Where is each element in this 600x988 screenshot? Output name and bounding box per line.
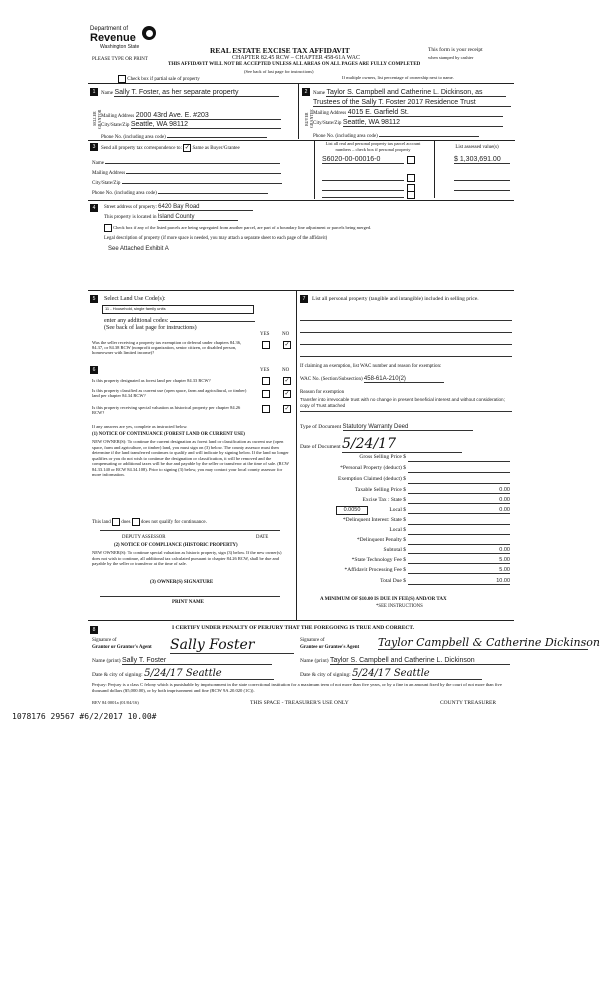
personal-property-field-3[interactable] — [300, 344, 512, 345]
qualify-label: qualify for continuance. — [158, 520, 207, 526]
grantor-signature[interactable]: Sally Foster — [170, 637, 294, 654]
section-5-badge: 5 — [90, 295, 98, 303]
minimum-due-note: A MINIMUM OF $10.00 IS DUE IN FEE(S) AND/OR TAX — [320, 597, 447, 602]
does-checkbox[interactable] — [112, 518, 120, 526]
personal-prop-label: *Personal Property (deduct) $ — [340, 465, 406, 471]
additional-codes-label: enter any additional codes: — [104, 318, 169, 324]
form-subtitle: CHAPTER 82.45 RCW – CHAPTER 458-61A WAC — [232, 55, 360, 61]
s6-question-2: Is this property classified as current use (open space, farm and agricultural, or timber) land per chapter 84.34 RCW? — [92, 388, 247, 399]
legal-description[interactable]: See Attached Exhibit A — [108, 246, 169, 252]
reason-label: Reason for exemption — [300, 390, 345, 395]
additional-codes-row — [104, 315, 255, 324]
doc-date-field[interactable]: 5/24/17 — [342, 436, 462, 453]
seller-buyer-divider — [298, 83, 299, 139]
located-label: This property is located in — [104, 215, 157, 220]
parcel-personal-checkbox-4[interactable] — [407, 191, 415, 199]
grantor-date-field[interactable]: 5/24/17 Seattle — [144, 668, 274, 680]
form-warning: THIS AFFIDAVIT WILL NOT BE ACCEPTED UNLESS ALL AREAS ON ALL PAGES ARE FULLY COMPLETED — [168, 62, 421, 67]
section-7-badge: 7 — [300, 295, 308, 303]
does-not-checkbox[interactable] — [132, 518, 140, 526]
exemption-label: If claiming an exemption, list WAC number and reason for exemption: — [300, 364, 442, 369]
grantee-date-row — [300, 668, 482, 680]
corr-city-label: City/State/Zip — [92, 181, 121, 186]
reason-field[interactable]: Transfer into irrevocable trust with no change in present beneficial interest and without consideration; copy of Trust attached — [300, 397, 505, 408]
assessed-value-2[interactable] — [454, 174, 510, 181]
s6-q1-yes[interactable] — [262, 377, 270, 385]
owner-sig-label: (3) OWNER(S) SIGNATURE — [150, 580, 214, 585]
segregated-checkbox[interactable] — [104, 224, 112, 232]
assessed-value[interactable]: $ 1,303,691.00 — [454, 156, 510, 164]
exemption-claimed-label: Exemption Claimed (deduct) $ — [338, 476, 406, 482]
receipt-stamp: 1078176 29567 #6/2/2017 10.00# — [12, 712, 157, 721]
multiple-owners-note: If multiple owners, list percentage of ownership next to name. — [342, 75, 454, 80]
land-use-label: Select Land Use Code(s): — [104, 296, 166, 302]
located-field[interactable]: Island County — [158, 214, 238, 221]
corr-phone-field[interactable] — [158, 188, 268, 194]
subtotal-label: Subtotal $ — [383, 547, 406, 553]
seller-phone-field[interactable] — [167, 131, 267, 138]
notice1-title: (1) NOTICE OF CONTINUANCE (FOREST LAND OR CURRENT USE) — [92, 432, 245, 437]
section-1-badge: 1 — [90, 88, 98, 96]
seller-city-label: City/State/Zip — [101, 123, 130, 128]
corr-mailing-row — [92, 168, 281, 176]
parcel-number-4[interactable] — [322, 193, 404, 198]
parcel-personal-checkbox-1[interactable] — [407, 156, 415, 164]
land-use-value: 11 - Household, single family units — [105, 306, 166, 311]
notice2-body: NEW OWNER(S): To continue special valuation as historic property, sign (3) below. If the new owner(s) does not wish to continue, all additional tax calculated pursuant to chapter 84.26 RCW, shall be due and payable by the seller or transferor at the time of sale. — [92, 550, 282, 566]
this-land-row — [92, 518, 207, 526]
seller-mailing-label: Mailing Address — [101, 114, 135, 119]
buyer-name-line2[interactable]: Trustees of the Sally T. Foster 2017 Residence Trust — [313, 99, 511, 107]
s6-q2-yes[interactable] — [262, 390, 270, 398]
parcel-number-2[interactable] — [322, 174, 404, 181]
grantor-name-row — [92, 657, 272, 665]
certify-statement: I CERTIFY UNDER PENALTY OF PERJURY THAT THE FOREGOING IS TRUE AND CORRECT. — [172, 625, 415, 631]
assessed-value-3[interactable] — [454, 184, 510, 191]
grantee-date-field[interactable]: 5/24/17 Seattle — [352, 668, 482, 680]
grantee-sig-label-2: Grantee or Grantee's Agent — [300, 645, 360, 650]
seller-city-field[interactable]: Seattle, WA 98112 — [131, 121, 281, 129]
county-treasurer-label: COUNTY TREASURER — [440, 700, 497, 706]
dept-line2: Revenue — [90, 32, 136, 44]
buyer-mailing-row — [313, 109, 513, 117]
corr-city-field[interactable] — [122, 178, 282, 184]
receipt-note-1: This form is your receipt — [428, 47, 483, 53]
buyer-phone-row — [313, 130, 513, 139]
s6-no-header: NO — [282, 368, 290, 373]
s6-question-3: Is this property receiving special valuation as historical property per chapter 84.26 RCW? — [92, 405, 241, 416]
grantor-date-row — [92, 668, 274, 680]
seller-side-label: SELLER GRANTOR — [92, 109, 102, 129]
delinq-interest-field[interactable] — [408, 518, 510, 525]
personal-property-field-1[interactable] — [300, 320, 512, 321]
section-4-badge: 4 — [90, 204, 98, 212]
additional-codes-field[interactable] — [170, 315, 255, 322]
local-tax-label: Local $ — [389, 507, 406, 513]
send-correspondence-row — [101, 144, 240, 152]
located-row — [104, 214, 238, 221]
buyer-name-field[interactable]: Taylor S. Campbell and Catherine L. Dickinson, as — [326, 89, 506, 97]
s6-q3-no[interactable]: ✓ — [284, 406, 290, 412]
type-or-print: PLEASE TYPE OR PRINT — [92, 57, 148, 62]
form-title: REAL ESTATE EXCISE TAX AFFIDAVIT — [210, 46, 350, 55]
tech-fee-field[interactable]: 5.00 — [408, 557, 510, 564]
buyer-side-label: BUYER GRANTEE — [304, 109, 314, 129]
corr-name-row — [92, 158, 280, 166]
this-land-label: This land — [92, 520, 111, 526]
deputy-label: DEPUTY ASSESSOR — [122, 535, 166, 540]
s6-q1-no[interactable]: ✓ — [284, 378, 290, 384]
see-back: (See back of last page for instructions) — [244, 69, 314, 74]
s6-question-1: Is this property designated as forest land per chapter 84.33 RCW? — [92, 378, 211, 383]
s6-q3-yes[interactable] — [262, 405, 270, 413]
parcel-number[interactable]: S6020-00-00016-0 — [322, 156, 404, 164]
delinq-penalty-label: *Delinquent Penalty $ — [356, 537, 406, 543]
logo-mark-inner — [146, 30, 153, 37]
grantee-name-field[interactable]: Taylor S. Campbell and Catherine L. Dickinson — [330, 657, 510, 665]
doc-type-field[interactable]: Statutory Warranty Deed — [343, 424, 473, 431]
dept-line1: Department of — [90, 26, 129, 32]
rev-number: REV 84 0001a (01/04/16) — [92, 700, 139, 705]
lower-divider — [296, 290, 297, 620]
partial-sale-row — [118, 75, 200, 83]
buyer-name-label: Name — [313, 91, 325, 96]
personal-property-field-4[interactable] — [300, 356, 512, 357]
s5-yes-header: YES — [260, 332, 270, 337]
corr-name-field[interactable] — [105, 158, 280, 164]
notice1-body: NEW OWNER(S): To continue the current designation as forest land or classification as current use (open space, farm and agriculture, or timber) land, you must sign on (3) below. The county assessor must then determine if the land transferred continues to qualify and will indicate by signing below. If the land no longer qualifies or you do not wish to continue the designation or classification, it will be removed and the compensating or additional taxes will be due and payable by the seller or transferor at the time of sale. (RCW 84.33.140 or RCW 84.34.108). Prior to signing (3) below, you may contact your local county assessor for more information. — [92, 439, 289, 477]
seller-name-row — [101, 89, 293, 97]
dept-line3: Washington State — [100, 44, 140, 50]
buyer-phone-label: Phone No. (including area code) — [313, 134, 378, 139]
street-row — [104, 204, 253, 211]
doc-type-row — [300, 424, 473, 431]
buyer-phone-field[interactable] — [379, 130, 479, 137]
receipt-note-2: when stamped by cashier — [428, 55, 474, 60]
local2-label: Local $ — [389, 527, 406, 533]
buyer-city-label: City/State/Zip — [313, 121, 342, 126]
grantor-sig-label-1: Signature of — [92, 638, 117, 643]
buyer-city-row — [313, 119, 513, 127]
street-field[interactable]: 6420 Bay Road — [158, 204, 253, 211]
parcel-personal-checkbox-2[interactable] — [407, 174, 415, 182]
taxable-label: Taxable Selling Price $ — [354, 487, 406, 493]
dor-logo — [90, 26, 160, 54]
corr-mailing-field[interactable] — [126, 168, 281, 174]
grantor-name-field[interactable]: Sally T. Foster — [122, 657, 272, 665]
doc-date-label: Date of Document — [300, 444, 341, 450]
send-correspondence-label: Send all property tax correspondence to: — [101, 146, 182, 152]
proc-fee-label: *Affidavit Processing Fee $ — [344, 567, 406, 573]
section-3-badge: 3 — [90, 143, 98, 151]
section-4-top-rule — [88, 200, 514, 201]
reason-underline — [300, 411, 512, 412]
lower-top-rule — [88, 290, 514, 291]
seller-name-field[interactable]: Sally T. Foster, as her separate property — [114, 89, 279, 97]
state-tax-field[interactable]: 0.00 — [408, 497, 510, 504]
personal-property-field-2[interactable] — [300, 332, 512, 333]
personal-prop-field[interactable] — [408, 466, 510, 473]
delinq-penalty-field[interactable] — [408, 538, 510, 545]
s5-see-back: (See back of last page for instructions) — [104, 325, 197, 331]
s6-q2-no[interactable]: ✓ — [284, 391, 290, 397]
buyer-mailing-label: Mailing Address — [313, 111, 347, 116]
grantee-sig-label-1: Signature of — [300, 638, 325, 643]
land-use-select[interactable] — [102, 305, 254, 314]
grantor-sig-label-2: Grantor or Grantor's Agent — [92, 645, 152, 650]
proc-fee-field[interactable]: 5.00 — [408, 567, 510, 574]
taxable-field[interactable]: 0.00 — [408, 487, 510, 494]
wac-row — [300, 376, 444, 383]
corr-phone-row — [92, 188, 268, 196]
grantee-signature[interactable]: Taylor Campbell & Catherine Dickinson — [378, 636, 600, 649]
assessed-header: List assessed value(s) — [455, 145, 499, 150]
deputy-line[interactable] — [100, 530, 280, 531]
subtotal-field[interactable]: 0.00 — [408, 547, 510, 554]
parcel-table-divider — [434, 140, 435, 198]
tech-fee-label: *State Technology Fee $ — [351, 557, 406, 563]
owner-sig-line[interactable] — [100, 596, 280, 597]
total-due-field[interactable]: 10.00 — [408, 578, 510, 585]
local-tax-field[interactable]: 0.00 — [408, 507, 510, 514]
grantee-date-label: Date & city of signing: — [300, 672, 351, 678]
grantor-date-label: Date & city of signing: — [92, 672, 143, 678]
doc-type-label: Type of Document — [300, 424, 342, 430]
delinq-interest-label: *Delinquent Interest: State $ — [342, 517, 406, 523]
s5-q1-yes[interactable] — [262, 341, 270, 349]
exemption-claimed-field[interactable] — [408, 477, 510, 484]
total-due-label: Total Due $ — [380, 578, 406, 584]
grantee-name-row — [300, 657, 510, 665]
doc-date-row — [300, 436, 462, 453]
wac-label: WAC No. (Section/Subsection) — [300, 377, 363, 382]
print-name-label: PRINT NAME — [172, 600, 204, 605]
perjury-notice: Perjury: Perjury is a class C felony which is punishable by imprisonment in the state correctional institution for a maximum term of not more than five years, or by a fine in an amount fixed by the court of not more than five thousand dollars ($5,000.00), or by both imprisonment and fine (RCW 9A.20.020 (1C)). — [92, 682, 502, 693]
seller-mailing-row — [101, 112, 293, 120]
section-6-badge: 6 — [90, 366, 98, 374]
s5-question-1: Was the seller receiving a property tax exemption or deferral under chapters 84.36, 84.37, or 84.38 RCW (nonprofit organization, senior citizen, or disabled person, homeowner with limited income)? — [92, 340, 242, 356]
gross-field[interactable] — [408, 455, 510, 462]
see-instructions-note: *SEE INSTRUCTIONS — [376, 604, 423, 609]
grantee-name-label: Name (print) — [300, 658, 329, 664]
state-tax-label: Excise Tax : State $ — [362, 497, 406, 503]
buyer-city-field[interactable]: Seattle, WA 98112 — [343, 119, 503, 127]
partial-sale-checkbox[interactable] — [118, 75, 126, 83]
s6-if-yes: If any answers are yes, complete as instructed below. — [92, 424, 188, 429]
street-label: Street address of property: — [104, 205, 157, 210]
legal-label: Legal description of property (if more space is needed, you may attach a separate sheet to each page of the affidavit) — [104, 236, 328, 241]
buyer-name-row — [313, 89, 513, 97]
segregated-label: Check box if any of the listed parcels are being segregated from another parcel, are part of a boundary line adjustment or parcels being merged. — [113, 225, 372, 231]
local-rate-box[interactable]: 0.0050 — [336, 506, 368, 515]
seller-phone-row — [101, 131, 293, 140]
parcel-header: List all real and personal property tax parcel account numbers – check box if personal property — [325, 141, 421, 152]
same-as-buyer-label: Same as Buyer/Grantee — [192, 146, 240, 152]
s5-q1-no[interactable]: ✓ — [284, 342, 290, 348]
s5-no-header: NO — [282, 332, 290, 337]
section-2-badge: 2 — [302, 88, 310, 96]
same-as-buyer-checkbox[interactable]: ✓ — [184, 145, 190, 151]
deputy-date-label: DATE — [256, 535, 269, 540]
does-label: does — [121, 520, 131, 526]
notice2-title: (2) NOTICE OF COMPLIANCE (HISTORIC PROPERTY) — [114, 543, 238, 548]
corr-mailing-label: Mailing Address — [92, 171, 126, 176]
gross-label: Gross Selling Price $ — [359, 454, 406, 460]
corr-city-row — [92, 178, 282, 186]
seller-mailing-field[interactable]: 2000 43rd Ave. E. #203 — [136, 112, 281, 120]
segregated-row — [104, 224, 371, 232]
section-8-top-rule — [88, 620, 514, 621]
partial-sale-label: Check box if partial sale of property — [127, 77, 200, 83]
corr-name-label: Name — [92, 161, 104, 166]
local2-field[interactable] — [408, 528, 510, 535]
seller-phone-label: Phone No. (including area code) — [101, 135, 166, 140]
corr-phone-label: Phone No. (including area code) — [92, 191, 157, 196]
wac-field[interactable]: 458-61A-210(2) — [364, 376, 444, 383]
parcel-number-3[interactable] — [322, 184, 404, 191]
s6-yes-header: YES — [260, 368, 270, 373]
treasurer-space-label: THIS SPACE - TREASURER'S USE ONLY — [250, 700, 349, 706]
does-not-label: does not — [140, 520, 158, 526]
seller-name-label: Name — [101, 91, 113, 96]
personal-property-label: List all personal property (tangible and intangible) included in selling price. — [312, 296, 479, 302]
section-8-badge: 8 — [90, 626, 98, 634]
buyer-mailing-field[interactable]: 4015 E. Garfield St. — [348, 109, 503, 117]
seller-city-row — [101, 121, 293, 129]
grantor-name-label: Name (print) — [92, 658, 121, 664]
